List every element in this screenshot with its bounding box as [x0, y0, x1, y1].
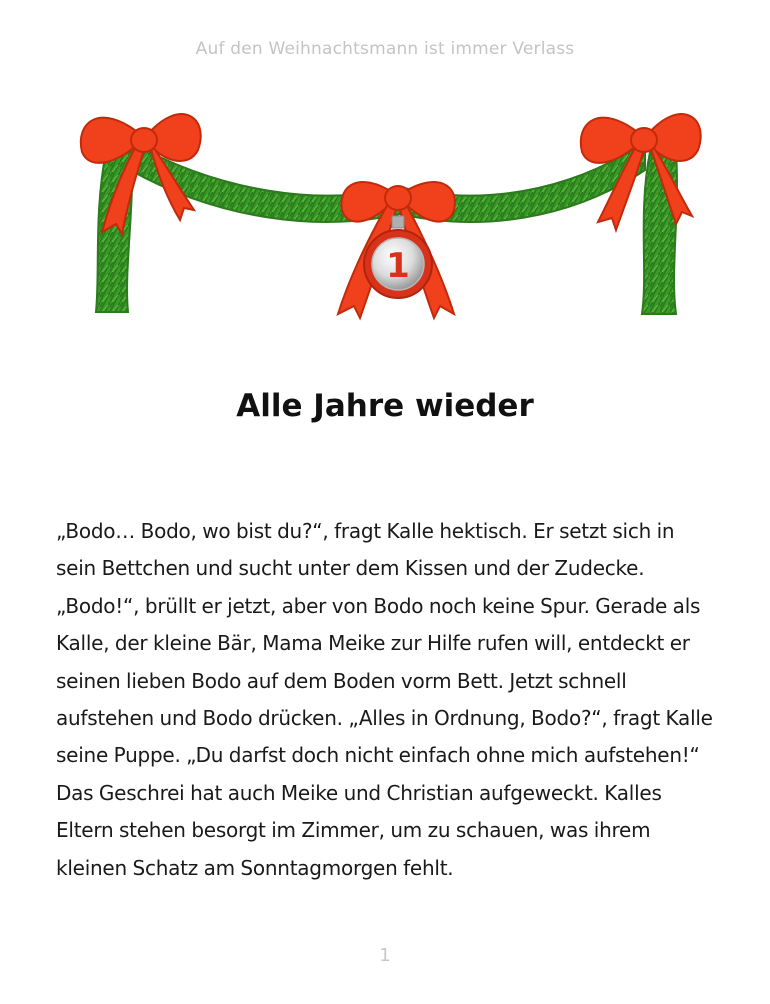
advent-ornament-number: 1	[386, 246, 410, 286]
page-number: 1	[379, 945, 391, 966]
chapter-title: Alle Jahre wieder	[236, 388, 534, 424]
story-paragraph: „Bodo… Bodo, wo bist du?“, fragt Kalle hektisch. Er setzt sich in sein Bettchen und sucht unter dem Kissen und der Zudecke. „Bodo!“, brüllt er jetzt, aber von Bodo noch keine Spur. Gerade als Kalle, der kleine Bär, Mama Meike zur Hilfe rufen will, entdeckt er seinen lieben Bodo auf dem Boden vorm Bett. Jetzt schnell aufstehen und Bodo drücken. „Alles in Ordnung, Bodo?“, fragt Kalle seine Puppe. „Du darfst doch nicht einfach ohne mich aufstehen!“ Das Geschrei hat auch Meike und Christian aufgeweckt. Kalles Eltern stehen besorgt im Zimmer, um zu schauen, was ihrem kleinen Schatz am Sonntagmorgen fehlt.	[56, 519, 713, 880]
running-header: Auf den Weihnachtsmann ist immer Verlass	[195, 39, 575, 59]
christmas-garland-icon	[70, 92, 710, 352]
